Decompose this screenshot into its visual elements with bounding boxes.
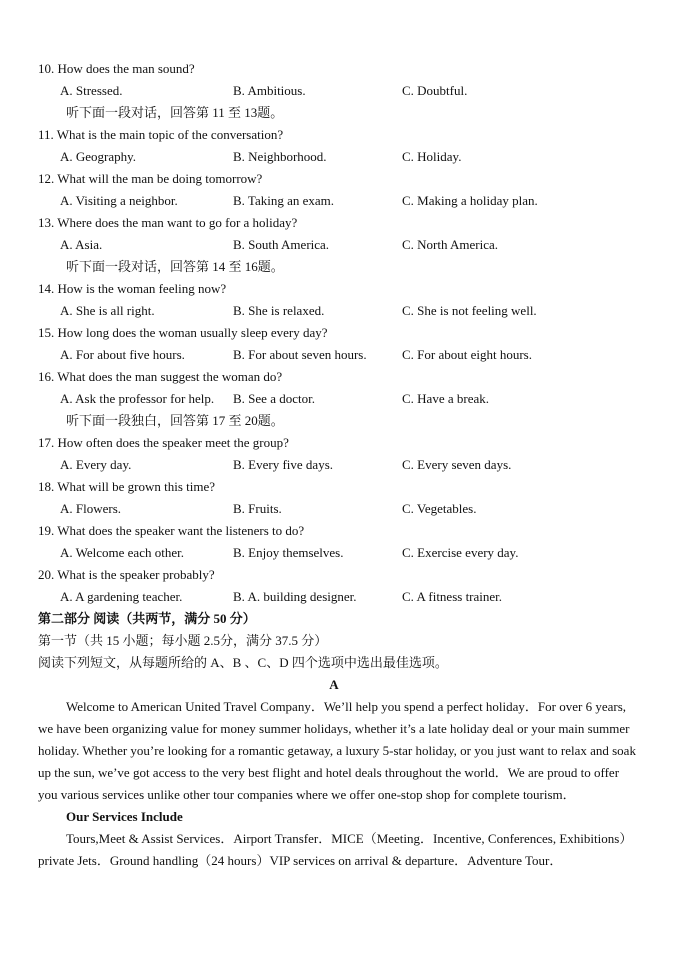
q12-option-c: C. Making a holiday plan.: [402, 193, 538, 208]
services-heading: Our Services Include: [66, 809, 183, 824]
section-2-subtitle: 第一节（共 15 小题；每小题 2.5分，满分 37.5 分）: [38, 633, 328, 648]
question-20: 20. What is the speaker probably?: [38, 567, 215, 582]
q13-option-a: A. Asia.: [60, 237, 103, 252]
q11-option-a: A. Geography.: [60, 149, 137, 164]
q14-option-a: A. She is all right.: [60, 303, 155, 318]
instruction-17-20: 听下面一段独白，回答第 17 至 20题。: [66, 413, 284, 428]
q15-option-a: A. For about five hours.: [60, 347, 185, 362]
section-2-title: 第二部分 阅读（共两节，满分 50 分）: [38, 611, 256, 626]
q17-option-b: B. Every five days.: [233, 457, 334, 472]
question-15: 15. How long does the woman usually sleep every day?: [38, 325, 328, 340]
q14-option-b: B. She is relaxed.: [233, 303, 325, 318]
question-16: 16. What does the man suggest the woman do?: [38, 369, 283, 384]
reading-directive: 阅读下列短文，从每题所给的 A、B 、C、D 四个选项中选出最佳选项。: [38, 655, 448, 670]
question-19: 19. What does the speaker want the listeners to do?: [38, 523, 305, 538]
question-14: 14. How is the woman feeling now?: [38, 281, 227, 296]
q13-option-c: C. North America.: [402, 237, 499, 252]
q12-option-a: A. Visiting a neighbor.: [60, 193, 178, 208]
q10-option-a: A. Stressed.: [60, 83, 123, 98]
q17-option-c: C. Every seven days.: [402, 457, 512, 472]
q16-option-c: C. Have a break.: [402, 391, 489, 406]
q17-option-a: A. Every day.: [60, 457, 132, 472]
q11-option-b: B. Neighborhood.: [233, 149, 327, 164]
q20-option-a: A. A gardening teacher.: [60, 589, 183, 604]
q19-option-c: C. Exercise every day.: [402, 545, 519, 560]
q18-option-a: A. Flowers.: [60, 501, 122, 516]
question-18: 18. What will be grown this time?: [38, 479, 216, 494]
passage-paragraph-1: Welcome to American United Travel Company．We’ll help you spend a perfect holiday．For over 6 years, we have been organizing value for money summer holidays, whether it’s a late holiday deal or your main summer holiday. Whether you’re looking for a romantic getaway, a luxury 5-star holiday, or you just want to relax and soak up the sun, we’ve got access to the very best flight and hotel deals throughout the world．We are proud to offer you various services unlike other tour companies where we offer one-stop shop for complete tourism．: [38, 699, 636, 802]
q18-option-c: C. Vegetables.: [402, 501, 477, 516]
question-13: 13. Where does the man want to go for a holiday?: [38, 215, 298, 230]
q20-option-c: C. A fitness trainer.: [402, 589, 503, 604]
passage-paragraph-2: Tours,Meet & Assist Services．Airport Transfer．MICE（Meeting．Incentive, Conferences, Exhibitions）private Jets．Ground handling（24 hours）VIP services on arrival & departure．Adventure Tour．: [38, 831, 633, 868]
q19-option-a: A. Welcome each other.: [60, 545, 184, 560]
q10-option-c: C. Doubtful.: [402, 83, 468, 98]
q15-option-b: B. For about seven hours.: [233, 347, 367, 362]
passage-letter: A: [329, 677, 339, 692]
question-17: 17. How often does the speaker meet the group?: [38, 435, 289, 450]
q19-option-b: B. Enjoy themselves.: [233, 545, 344, 560]
passage-body: [38, 696, 638, 872]
q16-option-b: B. See a doctor.: [233, 391, 315, 406]
q13-option-b: B. South America.: [233, 237, 330, 252]
q18-option-b: B. Fruits.: [233, 501, 282, 516]
question-12: 12. What will the man be doing tomorrow?: [38, 171, 263, 186]
question-11: 11. What is the main topic of the conversation?: [38, 127, 284, 142]
q16-option-a: A. Ask the professor for help.: [60, 391, 215, 406]
instruction-14-16: 听下面一段对话，回答第 14 至 16题。: [66, 259, 284, 274]
q12-option-b: B. Taking an exam.: [233, 193, 335, 208]
q11-option-c: C. Holiday.: [402, 149, 462, 164]
q20-option-b: B. A. building designer.: [233, 589, 357, 604]
q14-option-c: C. She is not feeling well.: [402, 303, 537, 318]
q15-option-c: C. For about eight hours.: [402, 347, 532, 362]
instruction-11-13: 听下面一段对话，回答第 11 至 13题。: [66, 105, 284, 120]
question-10: 10. How does the man sound?: [38, 61, 195, 76]
q10-option-b: B. Ambitious.: [233, 83, 306, 98]
